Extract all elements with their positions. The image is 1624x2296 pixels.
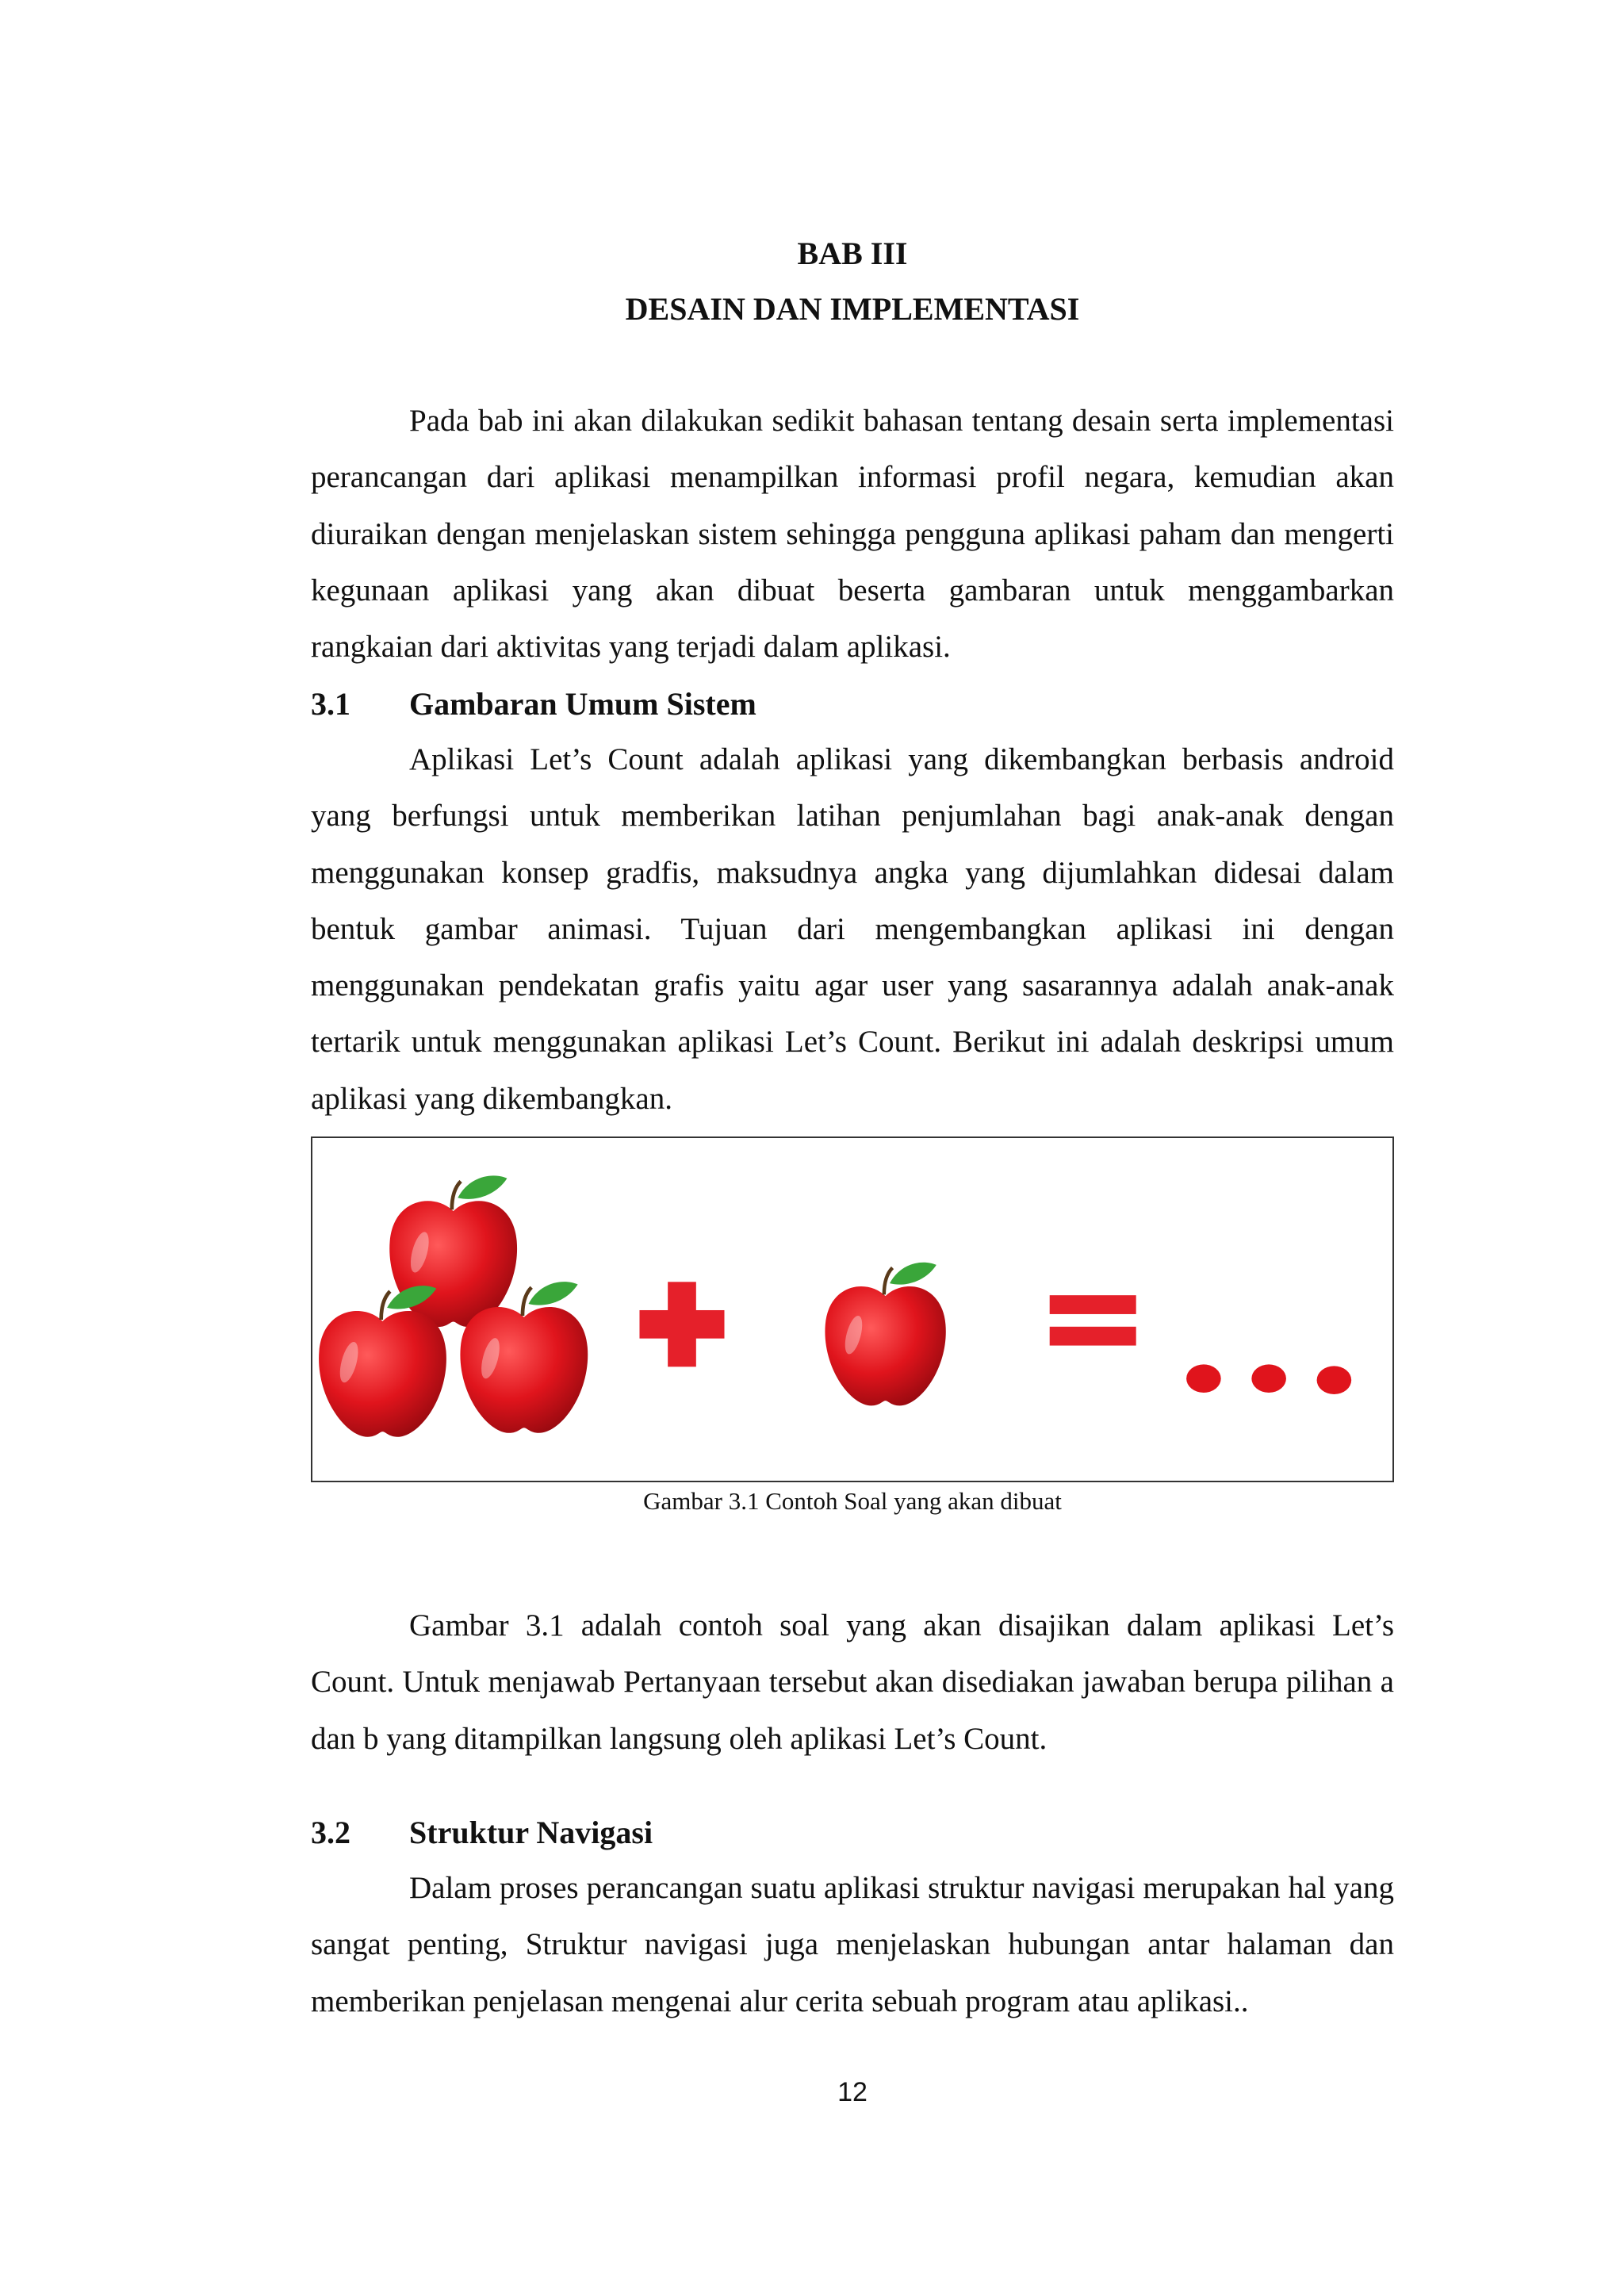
section-3-2-paragraph: Dalam proses perancangan suatu aplikasi struktur navigasi merupakan hal yang sangat penting, Struktur navigasi juga menjelaskan hubungan antar halaman dan memberikan penjelasan mengenai alur cerita sebuah program atau aplikasi.. [311, 1871, 1394, 2018]
intro-paragraph-block [311, 393, 1394, 675]
apple-addition-illustration [312, 1138, 1392, 1481]
plus-icon [639, 1282, 724, 1366]
right-apple-group [825, 1263, 945, 1406]
after-figure-paragraph: Gambar 3.1 adalah contoh soal yang akan disajikan dalam aplikasi Let’s Count. Untuk menjawab Pertanyaan tersebut akan disediakan jawaban berupa pilihan a dan b yang ditampilkan langsung oleh aplikasi Let’s Count. [311, 1608, 1394, 1756]
after-figure-paragraph-block [311, 1597, 1394, 1767]
section-3-1-paragraph: Aplikasi Let’s Count adalah aplikasi yang dikembangkan berbasis android yang berfungsi untuk memberikan latihan penjumlahan bagi anak-anak dengan menggunakan konsep gradfis, maksudnya angka yang dijumlahkan didesai dalam bentuk gambar animasi. Tujuan dari mengembangkan aplikasi ini dengan menggunakan pendekatan grafis yaitu agar user yang sasarannya adalah anak-anak tertarik untuk menggunakan aplikasi Let’s Count. Berikut ini adalah deskripsi umum aplikasi yang dikembangkan. [311, 742, 1394, 1116]
section-heading-3-1 [311, 682, 1394, 726]
section-heading-3-2 [311, 1811, 1394, 1855]
section-3-1-paragraph-block [311, 731, 1394, 1127]
section-number: 3.2 [311, 1815, 350, 1850]
ellipsis-icon [1186, 1364, 1351, 1394]
section-number: 3.1 [311, 686, 350, 722]
apple-icon [825, 1263, 945, 1406]
section-title: Struktur Navigasi [409, 1815, 653, 1850]
page-number: 12 [837, 2077, 868, 2107]
section-3-2-paragraph-block [311, 1860, 1394, 2030]
section-title: Gambaran Umum Sistem [409, 686, 756, 722]
equals-icon [1050, 1295, 1136, 1345]
intro-paragraph: Pada bab ini akan dilakukan sedikit bahasan tentang desain serta implementasi perancangan dari aplikasi menampilkan informasi profil negara, kemudian akan diuraikan dengan menjelaskan sistem sehingga pengguna aplikasi paham dan mengerti kegunaan aplikasi yang akan dibuat beserta gambaran untuk menggambarkan rangkaian dari aktivitas yang terjadi dalam aplikasi. [311, 404, 1394, 665]
chapter-title: DESAIN DAN IMPLEMENTASI [625, 291, 1080, 327]
chapter-label: BAB III [797, 236, 908, 271]
figure-caption: Gambar 3.1 Contoh Soal yang akan dibuat [643, 1487, 1062, 1515]
left-apple-group [319, 1175, 588, 1436]
figure-example-question [311, 1137, 1394, 1482]
